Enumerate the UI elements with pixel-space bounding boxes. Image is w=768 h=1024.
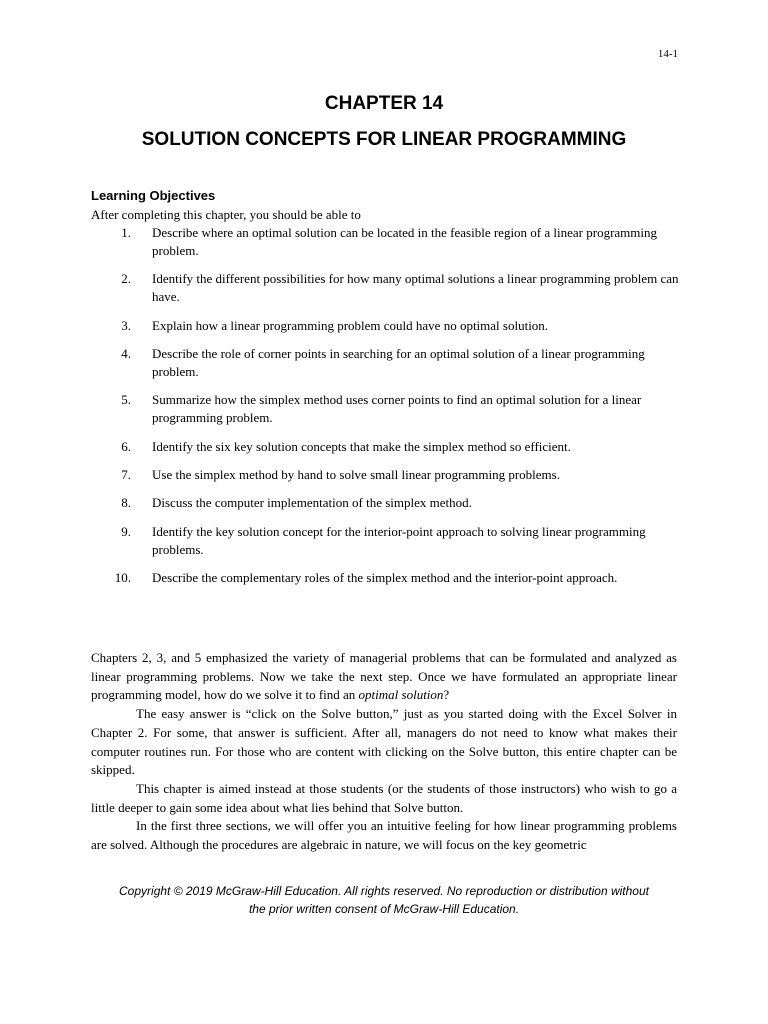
objective-text: Identify the key solution concept for the interior-point approach to solving linear programming problems.: [152, 524, 646, 557]
objective-item: [91, 438, 681, 456]
copyright-footer: [0, 882, 768, 918]
objective-item: [91, 494, 681, 512]
copyright-line: the prior written consent of McGraw-Hill Education.: [248, 902, 520, 916]
objective-item: [91, 523, 681, 559]
body-paragraph: This chapter is aimed instead at those students (or the students of those instructors) who wish to go a little deeper to gain some idea about what lies behind that Solve button.: [91, 780, 677, 815]
objective-number: 7.: [121, 467, 131, 482]
objective-item: [91, 569, 681, 587]
intro-paragraph: [91, 649, 677, 705]
objective-text: Describe where an optimal solution can be located in the feasible region of a linear programming problem.: [152, 225, 658, 258]
objective-text: Summarize how the simplex method uses corner points to find an optimal solution for a linear programming problem.: [152, 392, 642, 425]
paragraph-text: ?: [443, 687, 450, 703]
objective-text: Describe the role of corner points in searching for an optimal solution of a linear programming problem.: [152, 346, 645, 379]
objective-text: Explain how a linear programming problem could have no optimal solution.: [152, 318, 549, 333]
objective-number: 9.: [121, 524, 131, 539]
objective-number: 6.: [121, 439, 131, 454]
objective-item: [91, 317, 681, 335]
copyright-line: Copyright © 2019 McGraw-Hill Education. All rights reserved. No reproduction or distribution without: [119, 884, 649, 898]
objective-text: Describe the complementary roles of the simplex method and the interior-point approach.: [152, 570, 618, 585]
body-paragraph: The easy answer is “click on the Solve button,” just as you started doing with the Excel Solver in Chapter 2. For some, that answer is sufficient. After all, managers do not need to know what makes their computer routines run. For those who are content with clicking on the Solve button, this entire chapter can be skipped.: [91, 706, 677, 778]
objective-number: 3.: [121, 318, 131, 333]
objective-item: [91, 466, 681, 484]
objective-text: Identify the six key solution concepts that make the simplex method so efficient.: [152, 439, 571, 454]
objective-item: [91, 345, 681, 381]
objective-text: Identify the different possibilities for how many optimal solutions a linear programming problem can have.: [152, 271, 679, 304]
chapter-introduction: [91, 649, 677, 855]
objective-text: Use the simplex method by hand to solve small linear programming problems.: [152, 467, 560, 482]
emphasis-text: optimal solution: [358, 687, 444, 703]
objective-number: 1.: [121, 225, 131, 240]
body-paragraph: In the first three sections, we will offer you an intuitive feeling for how linear programming problems are solved. Although the procedures are algebraic in nature, we will focus on the key geometric: [91, 818, 677, 853]
chapter-subtitle: SOLUTION CONCEPTS FOR LINEAR PROGRAMMING: [141, 129, 627, 150]
paragraph-text: Chapters 2, 3, and 5 emphasized the variety of managerial problems that can be formulated and analyzed as linear programming problems. Now we take the next step. Once we have formulated an appropriate linear programming model, how do we solve it to find an: [91, 650, 677, 703]
objective-item: [91, 391, 681, 427]
learning-objectives-heading: Learning Objectives: [91, 188, 216, 203]
objective-number: 8.: [121, 495, 131, 510]
chapter-title: CHAPTER 14: [324, 93, 444, 114]
page-number: 14-1: [657, 48, 678, 60]
objective-text: Discuss the computer implementation of the simplex method.: [152, 495, 472, 510]
objective-item: [91, 270, 681, 306]
learning-objectives-intro: After completing this chapter, you should be able to: [91, 207, 361, 222]
objective-number: 5.: [121, 392, 131, 407]
objective-number: 10.: [114, 570, 131, 585]
objective-number: 4.: [121, 346, 131, 361]
objective-item: [91, 224, 681, 260]
objective-number: 2.: [121, 271, 131, 286]
